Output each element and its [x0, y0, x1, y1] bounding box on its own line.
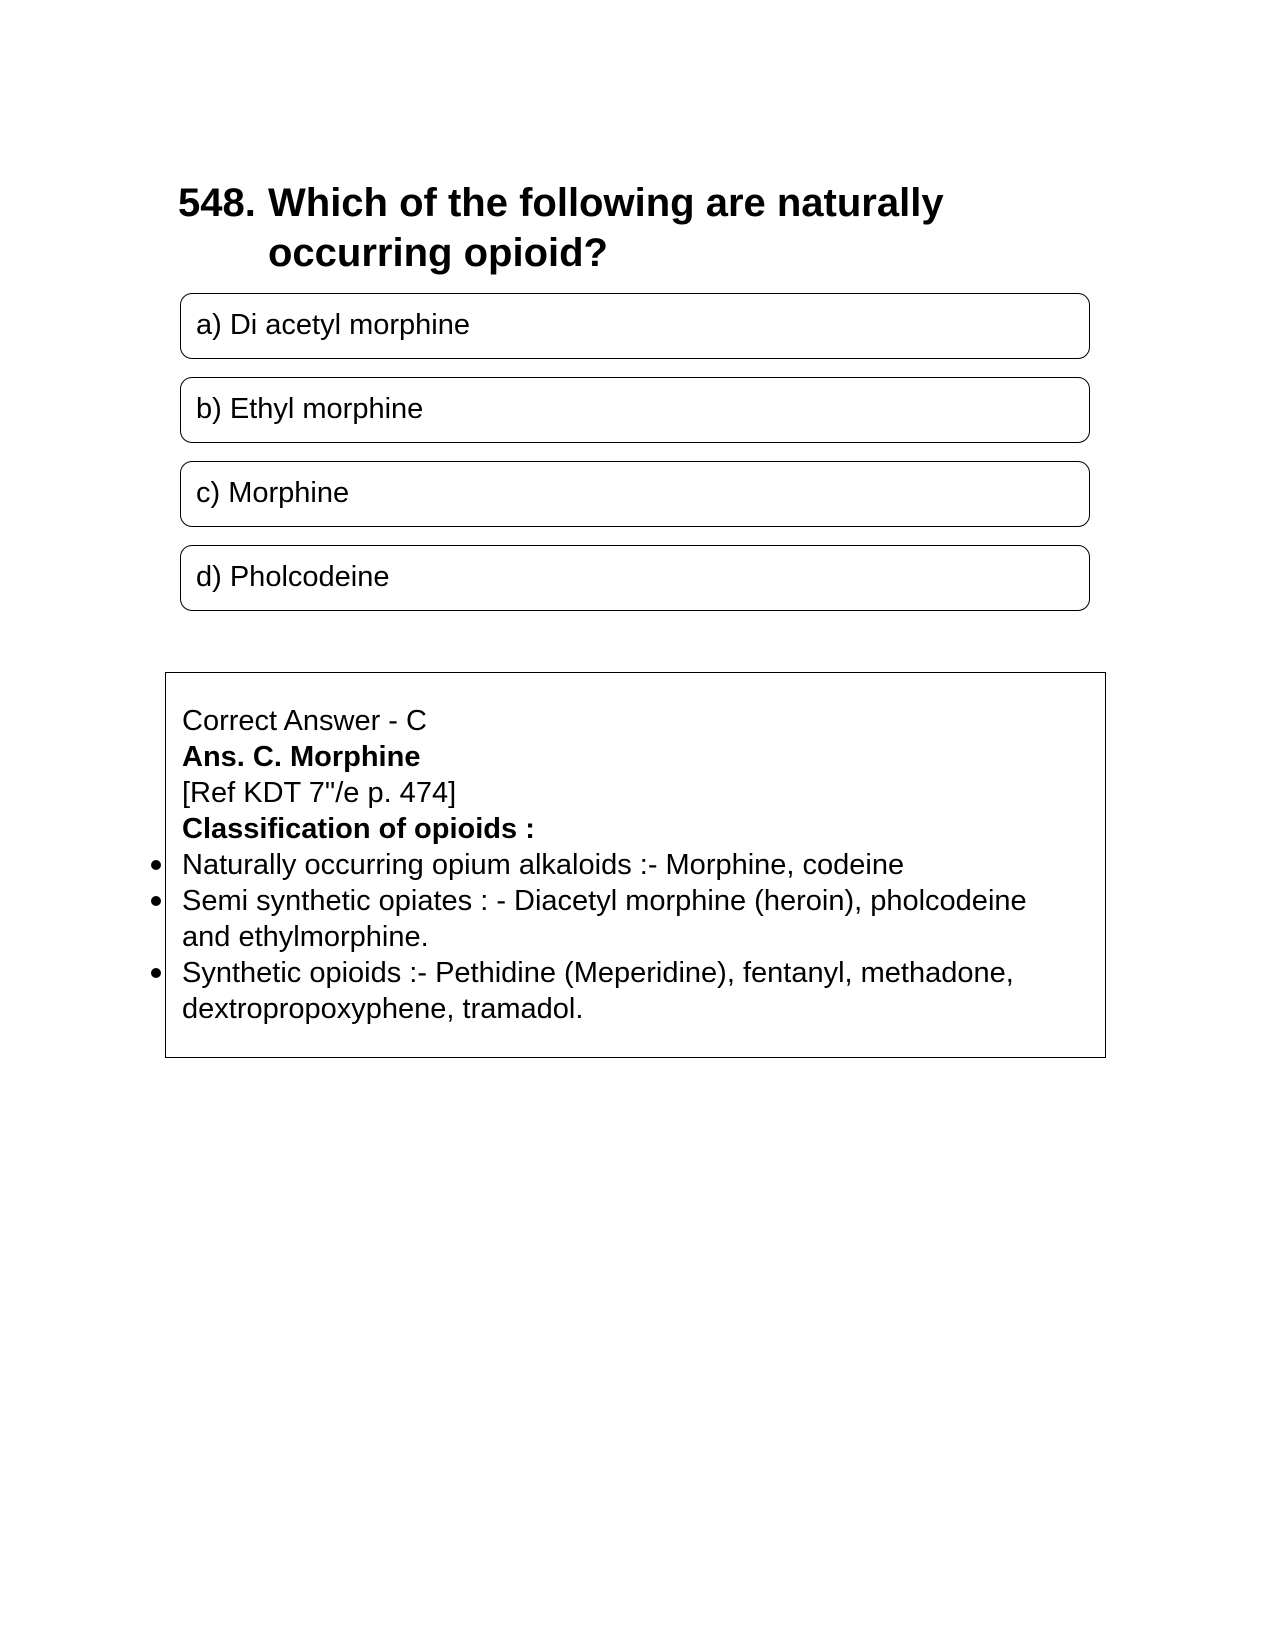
classification-list [182, 847, 1082, 1027]
answer-content [182, 703, 1082, 1027]
option-a[interactable]: a) Di acetyl morphine [180, 293, 1090, 359]
list-item [182, 847, 1082, 883]
reference-text: [Ref KDT 7"/e p. 474] [182, 777, 457, 809]
option-b[interactable]: b) Ethyl morphine [180, 377, 1090, 443]
classification-title: Classification of opioids : [182, 813, 535, 845]
correct-answer-text: Correct Answer - C [182, 705, 427, 737]
bullet-icon [151, 896, 161, 906]
option-c[interactable]: c) Morphine [180, 461, 1090, 527]
list-item [182, 955, 1082, 1027]
option-d[interactable]: d) Pholcodeine [180, 545, 1090, 611]
question-text: Which of the following are naturally occurring opioid? [268, 181, 944, 275]
list-item-text: Naturally occurring opium alkaloids :- Morphine, codeine [182, 849, 905, 881]
bullet-icon [151, 860, 161, 870]
list-item-text: Synthetic opioids :- Pethidine (Meperidine), fentanyl, methadone, dextropropoxyphene, tramadol. [182, 957, 1014, 1025]
list-item [182, 883, 1082, 955]
answer-explanation-box [165, 672, 1106, 1058]
question-number: 548. [178, 181, 256, 225]
question-heading [178, 178, 1098, 278]
list-item-text: Semi synthetic opiates : - Diacetyl morphine (heroin), pholcodeine and ethylmorphine. [182, 885, 1027, 953]
answer-heading: Ans. C. Morphine [182, 741, 421, 773]
bullet-icon [151, 968, 161, 978]
